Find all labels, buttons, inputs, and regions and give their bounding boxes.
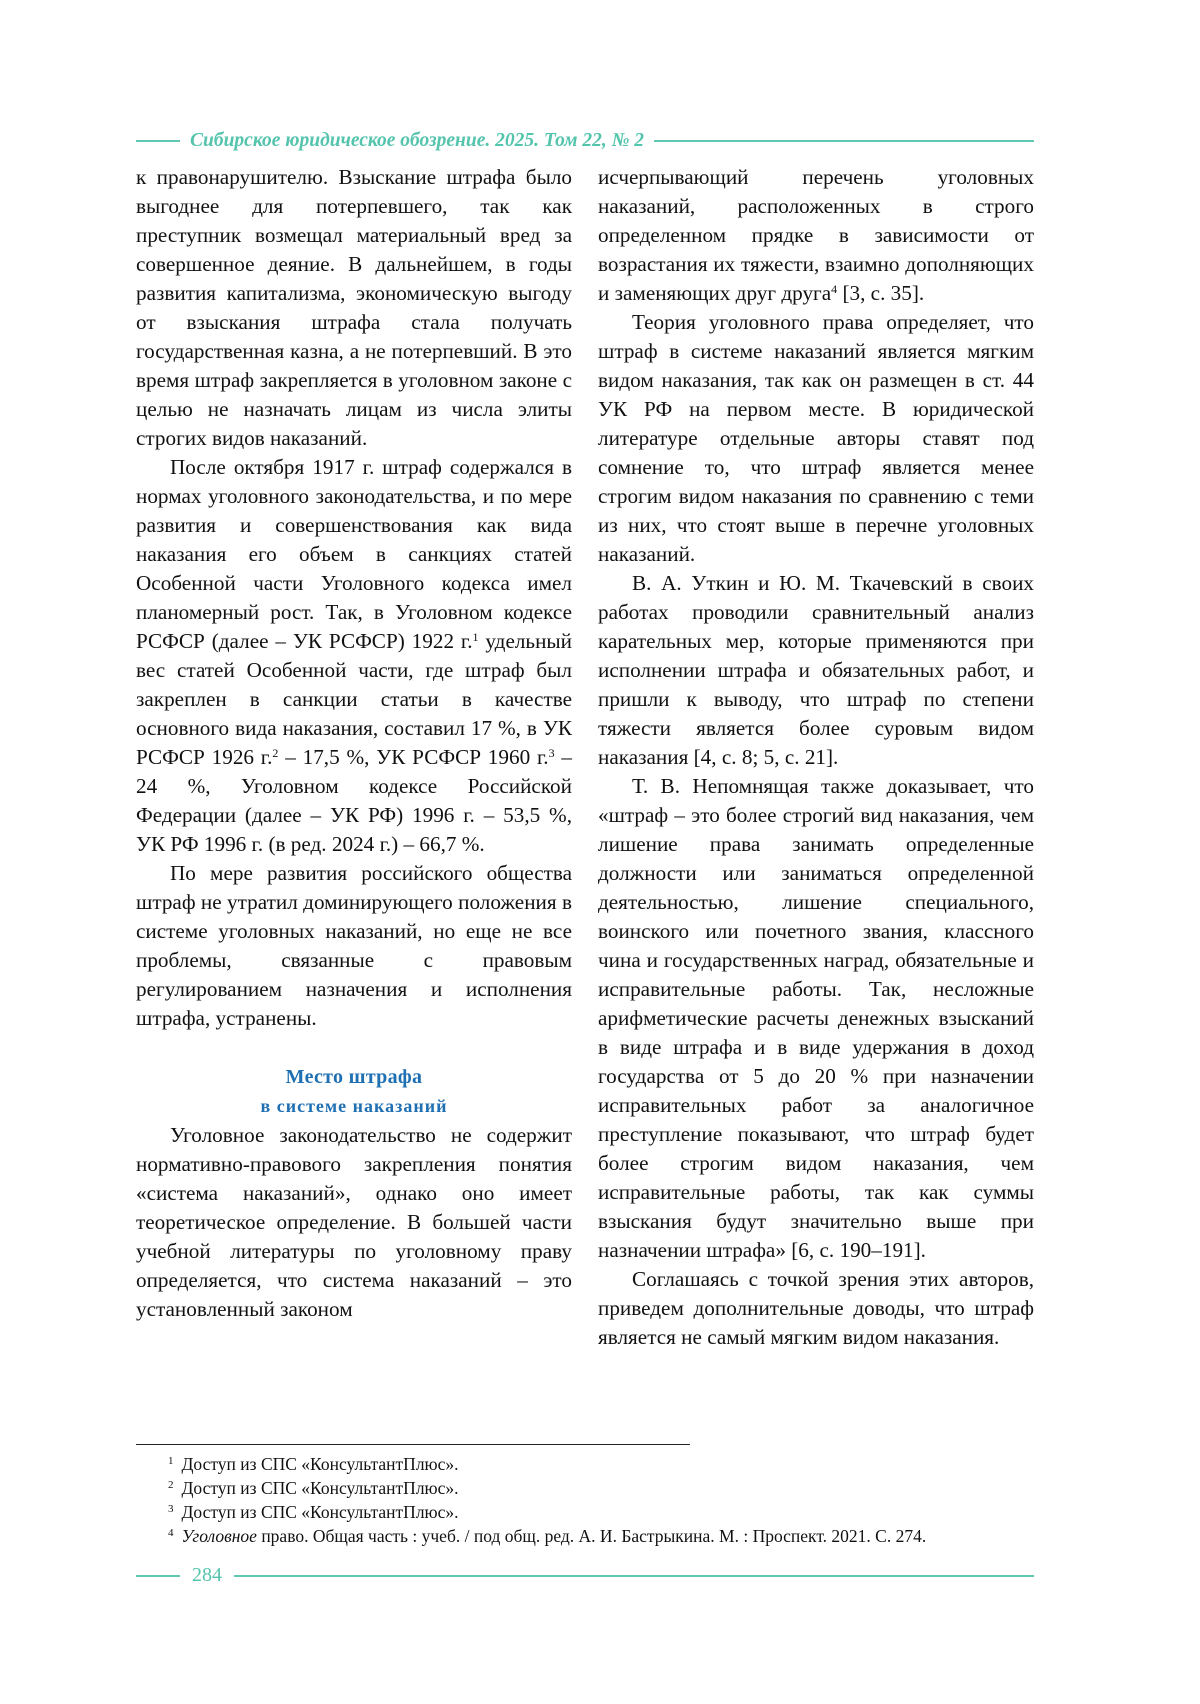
footnote-number: 1 bbox=[168, 1455, 174, 1467]
running-header bbox=[136, 130, 1034, 152]
footnote bbox=[168, 1524, 1038, 1548]
section-heading bbox=[136, 1063, 572, 1121]
paragraph bbox=[136, 453, 572, 859]
journal-title: Сибирское юридическое обозрение. 2025. Том 22, № 2 bbox=[190, 130, 645, 151]
left-column bbox=[136, 163, 572, 1324]
text-run: – 17,5 %, УК РСФСР 1960 г. bbox=[278, 745, 549, 769]
footnote-italic: Уголовное bbox=[181, 1526, 257, 1546]
paragraph bbox=[598, 163, 1034, 308]
footnote-number: 2 bbox=[168, 1479, 174, 1491]
footnote bbox=[168, 1452, 1038, 1476]
paragraph: к правонарушителю. Взыскание штрафа было выгоднее для потерпевшего, так как преступник возмещал материальный вред за совершенное деяние. В дальнейшем, в годы развития капитализма, экономическую выгоду от взыскания штрафа стала получать государственная казна, а не потерпевший. В это время штраф закрепляется в уголовном законе с целью не назначать лицам из числа элиты строгих видов наказаний. bbox=[136, 165, 572, 450]
footnote-text: Доступ из СПС «КонсультантПлюс». bbox=[181, 1478, 459, 1498]
footnote bbox=[168, 1476, 1038, 1500]
text-run: – 24 %, Уголовном кодексе Российской Федерации (далее – УК РФ) 1996 г. – 53,5 %, УК РФ 1996 г. (в ред. 2024 г.) – 66,7 %. bbox=[136, 745, 572, 856]
text-run: исчерпывающий перечень уголовных наказаний, расположенных в строго определенном прядке в зависимости от возрастания их тяжести, взаимно дополняющих и заменяющих друг друга bbox=[598, 165, 1034, 305]
paragraph: Теория уголовного права определяет, что штраф в системе наказаний является мягким видом наказания, так как он размещен в ст. 44 УК РФ на первом месте. В юридической литературе отдельные авторы ставят под сомнение то, что штраф является менее строгим видом наказания по сравнению с теми из них, что стоят выше в перечне уголовных наказаний. bbox=[598, 310, 1034, 566]
header-rule-right bbox=[654, 140, 1034, 142]
footnote-ref: 3 bbox=[548, 746, 555, 760]
paragraph: Уголовное законодательство не содержит нормативно-правового закрепления понятия «система наказаний», однако оно имеет теоретическое определение. В большей части учебной литературы по уголовному праву определяется, что система наказаний – это установленный законом bbox=[136, 1123, 572, 1321]
footnote-number: 3 bbox=[168, 1503, 174, 1515]
footer-rule-right bbox=[234, 1575, 1034, 1577]
right-column bbox=[598, 163, 1034, 1352]
paragraph: По мере развития российского общества штраф не утратил доминирующего положения в системе уголовных наказаний, но еще не все проблемы, связанные с правовым регулированием назначения и исполнения штрафа, устранены. bbox=[136, 861, 572, 1030]
footnotes bbox=[168, 1452, 1038, 1548]
footnote-text: Доступ из СПС «КонсультантПлюс». bbox=[181, 1454, 459, 1474]
header-rule-left bbox=[136, 140, 180, 142]
footer-rule-left bbox=[136, 1575, 180, 1577]
footnote-text: Доступ из СПС «КонсультантПлюс». bbox=[181, 1502, 459, 1522]
page-number: 284 bbox=[192, 1564, 222, 1586]
section-heading-line2: в системе наказаний bbox=[260, 1096, 448, 1116]
footnote-ref: 4 bbox=[831, 282, 838, 296]
page-footer bbox=[136, 1564, 1034, 1587]
section-heading-line1: Место штрафа bbox=[285, 1066, 423, 1088]
footnote-ref: 2 bbox=[272, 746, 279, 760]
footnote-ref: 1 bbox=[472, 630, 479, 644]
footnote-separator bbox=[136, 1444, 690, 1445]
footnote bbox=[168, 1500, 1038, 1524]
paragraph: Т. В. Непомнящая также доказывает, что «штраф – это более строгий вид наказания, чем лишение права занимать определенные должности или заниматься определенной деятельностью, лишение специального, воинского или почетного звания, классного чина и государственных наград, обязательные и исправительные работы. Так, несложные арифметические расчеты денежных взысканий в виде штрафа и в виде удержания в доход государства от 5 до 20 % при назначении исправительных работ за аналогичное преступление показывают, что штраф будет более строгим видом наказания, чем исправительные работы, так как суммы взыскания будут значительно выше при назначении штрафа» [6, с. 190–191]. bbox=[598, 774, 1034, 1262]
paragraph: Соглашаясь с точкой зрения этих авторов, приведем дополнительные доводы, что штраф является не самый мягким видом наказания. bbox=[598, 1267, 1034, 1349]
footnote-number: 4 bbox=[168, 1527, 174, 1539]
text-run: удельный вес статей Особенной части, где штраф был закреплен в санкции статьи в качестве основного вида наказания, составил 17 %, в УК РСФСР 1926 г. bbox=[136, 629, 573, 769]
text-run: [3, с. 35]. bbox=[837, 281, 925, 305]
paragraph: В. А. Уткин и Ю. М. Ткачевский в своих работах проводили сравнительный анализ карательных мер, которые применяются при исполнении штрафа и обязательных работ, и пришли к выводу, что штраф по степени тяжести является более суровым видом наказания [4, с. 8; 5, с. 21]. bbox=[598, 571, 1034, 769]
footnote-text: право. Общая часть : учеб. / под общ. ред. А. И. Бастрыкина. М. : Проспект. 2021. С. 274. bbox=[256, 1526, 927, 1546]
text-run: После октября 1917 г. штраф содержался в нормах уголовного законодательства, и по мере развития и совершенствования как вида наказания его объем в санкциях статей Особенной части Уголовного кодекса имел планомерный рост. Так, в Уголовном кодексе РСФСР (далее – УК РСФСР) 1922 г. bbox=[136, 455, 572, 653]
